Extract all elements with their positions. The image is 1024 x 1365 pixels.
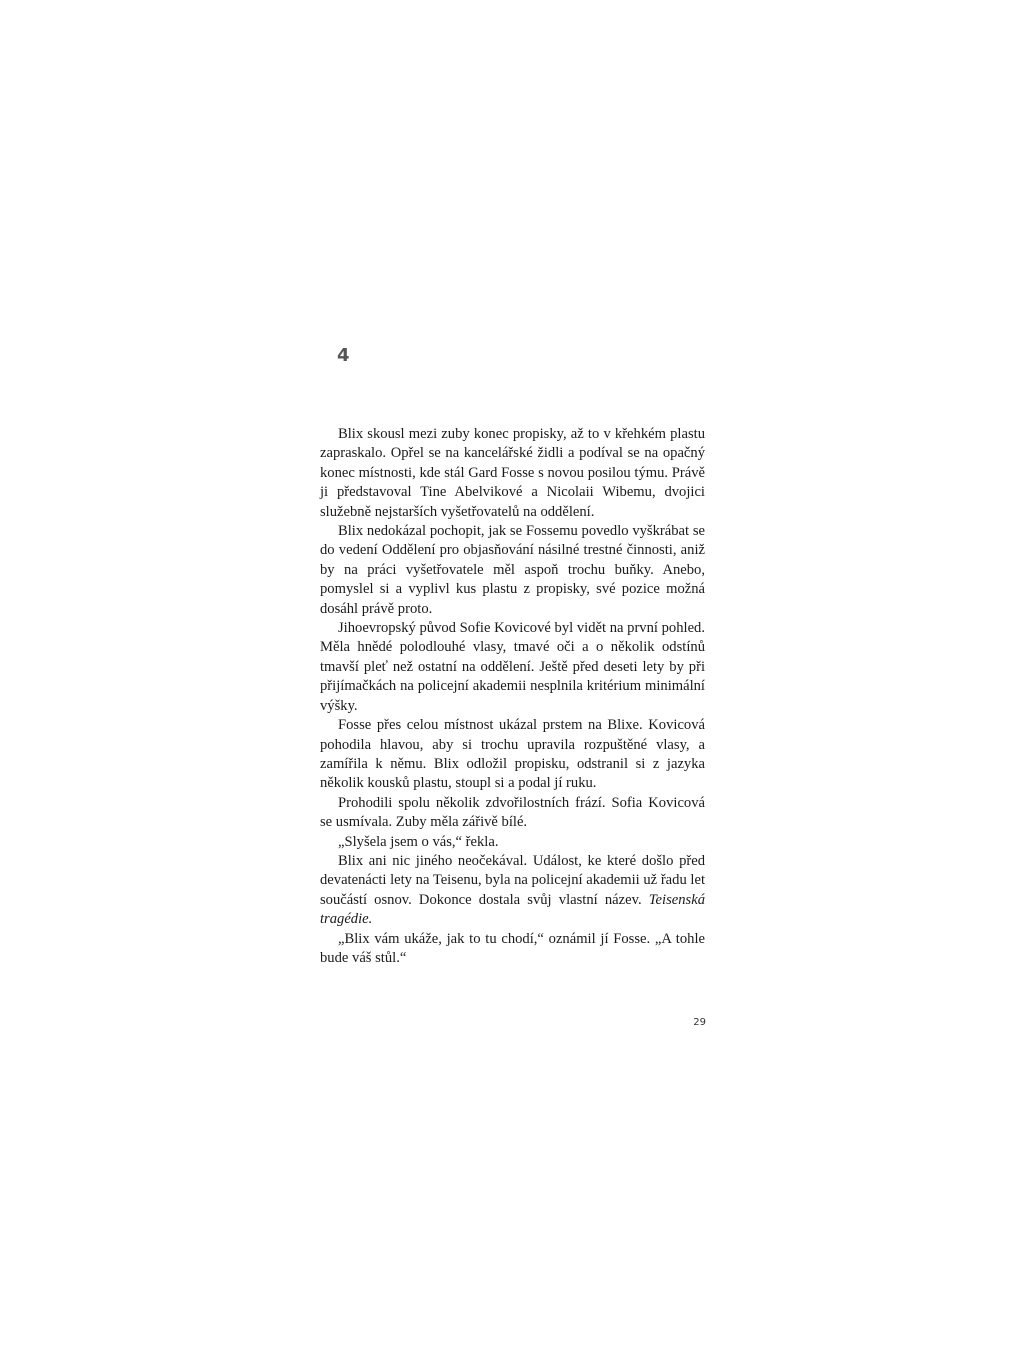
body-text (320, 425, 705, 968)
paragraph-6: „Slyšela jsem o vás,“ řekla. (338, 833, 499, 850)
paragraph-8: „Blix vám ukáže, jak to tu chodí,“ oznámil jí Fosse. „A tohle bude váš stůl.“ (320, 930, 705, 966)
chapter-number: 4 (337, 345, 350, 366)
paragraph-7-text: Blix ani nic jiného neočekával. Událost, ke které došlo před devatenácti lety na Teisenu, byla na policejní akademii už řadu let součástí osnov. Dokonce dostala svůj vlastní název. (320, 852, 705, 908)
paragraph-1: Blix skousl mezi zuby konec propisky, až to v křehkém plastu zapraskalo. Opřel se na kancelářské židli a podíval se na opačný konec místnosti, kde stál Gard Fosse s novou posilou týmu. Právě ji představoval Tine Abelvikové a Nicolaii Wibemu, dvojici služebně nejstarších vyšetřovatelů na oddělení. (320, 426, 705, 520)
paragraph-2: Blix nedokázal pochopit, jak se Fossemu povedlo vyškrábat se do vedení Oddělení pro objasňování násilné trestné činnosti, aniž by na práci vyšetřovatele měl aspoň trochu buňky. Anebo, pomyslel si a vyplivl kus plastu z propisky, své pozice možná dosáhl právě proto. (320, 523, 705, 617)
paragraph-4: Fosse přes celou místnost ukázal prstem na Blixe. Kovicová pohodila hlavou, aby si trochu upravila rozpuštěné vlasy, a zamířila k němu. Blix odložil propisku, odstranil si z jazyka několik kousků plastu, stoupl si a podal jí ruku. (320, 717, 705, 792)
paragraph-7 (320, 852, 705, 930)
page-number: 29 (693, 1017, 706, 1028)
book-title-emphasis: Teisenská tragédie. (320, 891, 705, 928)
paragraph-5: Prohodili spolu několik zdvořilostních frází. Sofia Kovicová se usmívala. Zuby měla zářivě bílé. (320, 794, 705, 831)
paragraph-3: Jihoevropský původ Sofie Kovicové byl vidět na první pohled. Měla hnědé polodlouhé vlasy, tmavé oči a o několik odstínů tmavší pleť než ostatní na oddělení. Ještě před deseti lety by při přijímačkách na policejní akademii nesplnila kritérium minimální výšky. (320, 620, 705, 714)
